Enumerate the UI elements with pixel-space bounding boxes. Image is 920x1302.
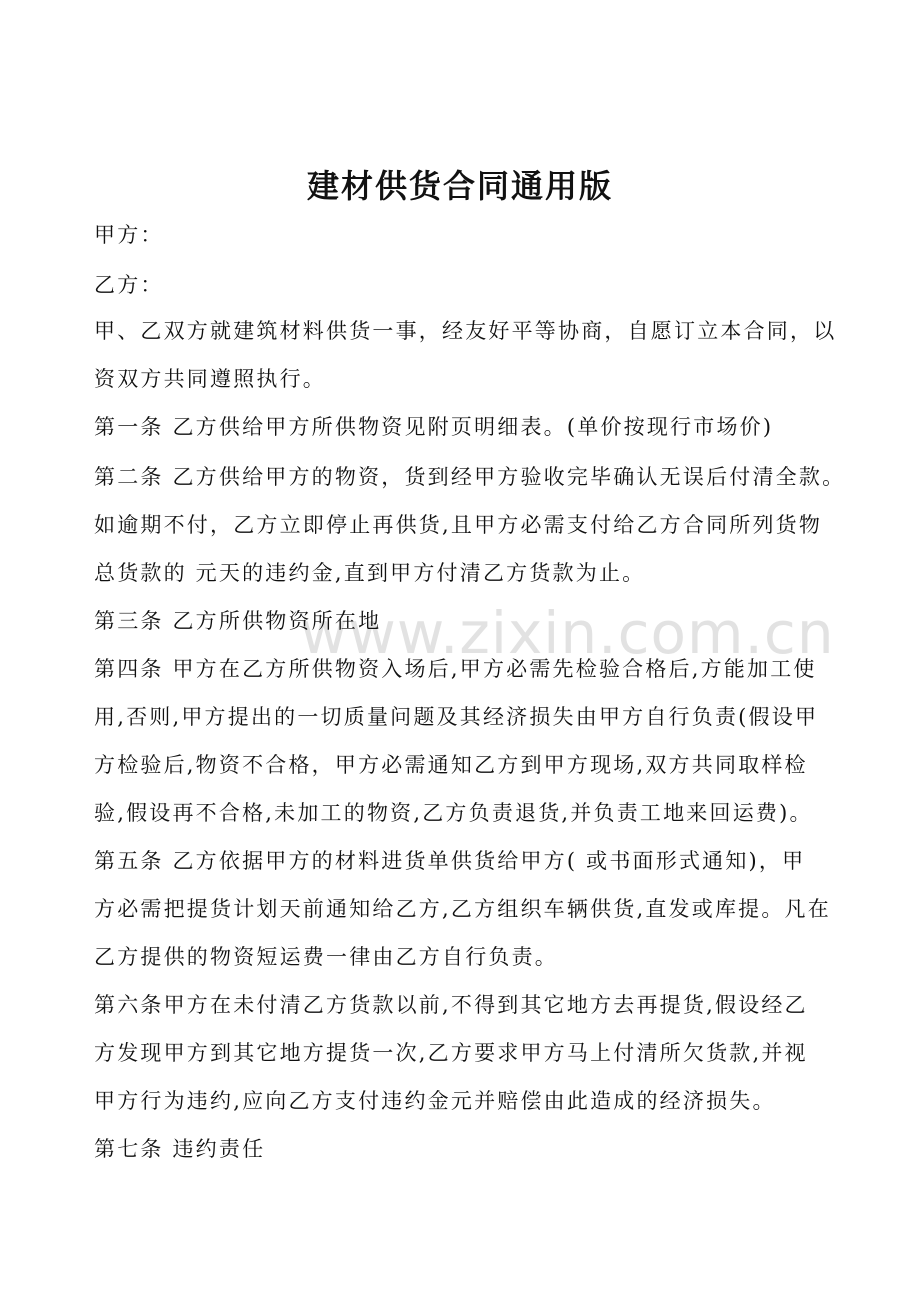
- article-1-line: 第一条 乙方供给甲方所供物资见附页明细表。(单价按现行市场价): [94, 415, 774, 439]
- article-3-line: 第三条 乙方所供物资所在地: [94, 609, 382, 633]
- article-2-line-1: 第二条 乙方供给甲方的物资，货到经甲方验收完毕确认无误后付清全款。: [94, 465, 846, 489]
- article-5-line-1: 第五条 乙方依据甲方的材料进货单供货给甲方( 或书面形式通知)，甲: [94, 849, 806, 873]
- party-a-line: 甲方：: [94, 223, 164, 247]
- article-4-line-3: 方检验后,物资不合格，甲方必需通知乙方到甲方现场,双方共同取样检: [94, 753, 808, 777]
- document-title: 建材供货合同通用版: [306, 167, 613, 205]
- watermark: www.zixin.com.cn: [300, 599, 835, 667]
- article-6-line-3: 甲方行为违约,应向乙方支付违约金元并赔偿由此造成的经济损失。: [94, 1089, 776, 1113]
- article-6-line-1: 第六条甲方在未付清乙方货款以前,不得到其它地方去再提货,假设经乙: [94, 993, 808, 1017]
- party-b-line: 乙方：: [94, 273, 164, 297]
- article-4-line-1: 第四条 甲方在乙方所供物资入场后,甲方必需先检验合格后,方能加工使: [94, 657, 817, 681]
- article-4-line-2: 用,否则,甲方提出的一切质量问题及其经济损失由甲方自行负责(假设甲: [94, 705, 819, 729]
- article-5-line-2: 方必需把提货计划天前通知给乙方,乙方组织车辆供货,直发或库提。凡在: [94, 897, 831, 921]
- article-5-line-3: 乙方提供的物资短运费一律由乙方自行负责。: [94, 945, 558, 969]
- intro-line-1: 甲、乙双方就建筑材料供货一事，经友好平等协商，自愿订立本合同，以: [94, 319, 837, 343]
- article-7-line: 第七条 违约责任: [94, 1137, 266, 1161]
- article-4-line-4: 验,假设再不合格,未加工的物资,乙方负责退货,并负责工地来回运费)。: [94, 801, 813, 825]
- intro-line-2: 资双方共同遵照执行。: [94, 367, 326, 391]
- article-2-line-2: 如逾期不付，乙方立即停止再供货,且甲方必需支付给乙方合同所列货物: [94, 513, 823, 537]
- article-2-line-3: 总货款的 元天的违约金,直到甲方付清乙方货款为止。: [94, 561, 646, 585]
- article-6-line-2: 方发现甲方到其它地方提货一次,乙方要求甲方马上付清所欠货款,并视: [94, 1041, 808, 1065]
